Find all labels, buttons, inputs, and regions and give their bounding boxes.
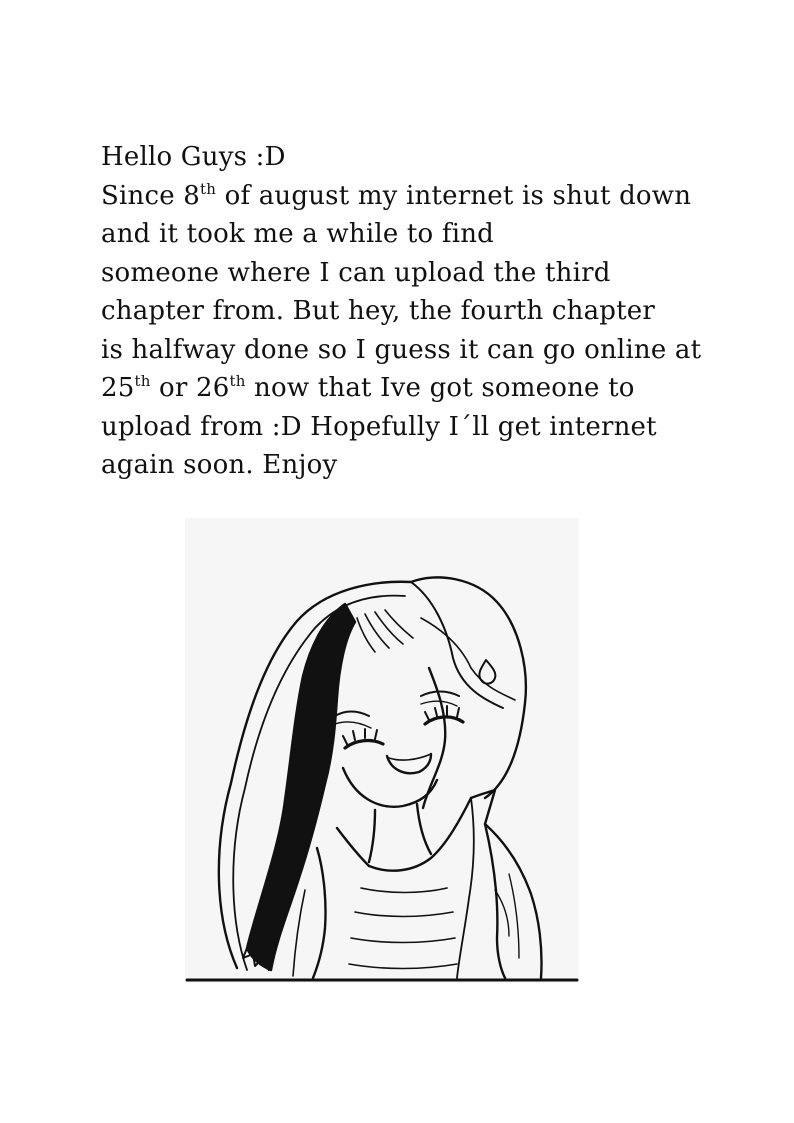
ordinal-suffix: th xyxy=(229,372,246,390)
shirt-stripe xyxy=(355,912,453,917)
sketch-drawing xyxy=(185,518,579,983)
jacket-sleeve xyxy=(485,824,542,978)
neck-left xyxy=(369,810,375,862)
note-text: now that Ive got someone to xyxy=(245,373,635,403)
author-note xyxy=(101,138,741,485)
hair-strand xyxy=(375,612,403,644)
note-line: again soon. Enjoy xyxy=(101,450,338,480)
ordinal-suffix: th xyxy=(200,179,217,198)
smile-teeth xyxy=(389,754,431,760)
note-line: upload from :D Hopefully I´ll get internet xyxy=(101,411,657,442)
shirt-stripe xyxy=(351,938,455,943)
hair-strand xyxy=(421,618,515,700)
note-text: of august my internet is shut down xyxy=(216,180,692,211)
note-line xyxy=(101,369,741,408)
note-line: and it took me a while to find xyxy=(101,219,495,249)
shirt-stripe xyxy=(361,888,447,893)
jacket-left-fold xyxy=(293,890,305,976)
note-greeting: Hello Guys :D xyxy=(101,142,286,172)
shirt-stripe xyxy=(349,964,457,969)
ordinal-suffix: th xyxy=(134,372,151,390)
note-line: chapter from. But hey, the fourth chapter xyxy=(101,296,655,326)
note-line xyxy=(101,177,741,216)
worry-line xyxy=(421,701,457,706)
note-line: someone where I can upload the third xyxy=(101,257,611,288)
note-line: is halfway done so I guess it can go online at xyxy=(101,334,702,365)
neck-right xyxy=(417,804,431,854)
eyebrow-left xyxy=(335,712,369,717)
worry-line xyxy=(335,722,371,728)
note-text: or 26 xyxy=(150,373,230,403)
jacket-left xyxy=(313,848,326,978)
note-text: Since 8 xyxy=(101,180,201,211)
eye-left-closed xyxy=(345,741,383,748)
hair-strand xyxy=(385,610,413,638)
note-text: 25 xyxy=(101,373,135,403)
jacket-lapel xyxy=(457,798,474,978)
hair-strand xyxy=(357,618,375,652)
jacket-fold xyxy=(509,874,519,958)
character-sketch xyxy=(185,518,579,983)
shirt-collar xyxy=(337,798,471,871)
jacket-right xyxy=(471,790,505,978)
sweat-drop-icon xyxy=(479,660,495,684)
jaw-line xyxy=(343,768,437,807)
